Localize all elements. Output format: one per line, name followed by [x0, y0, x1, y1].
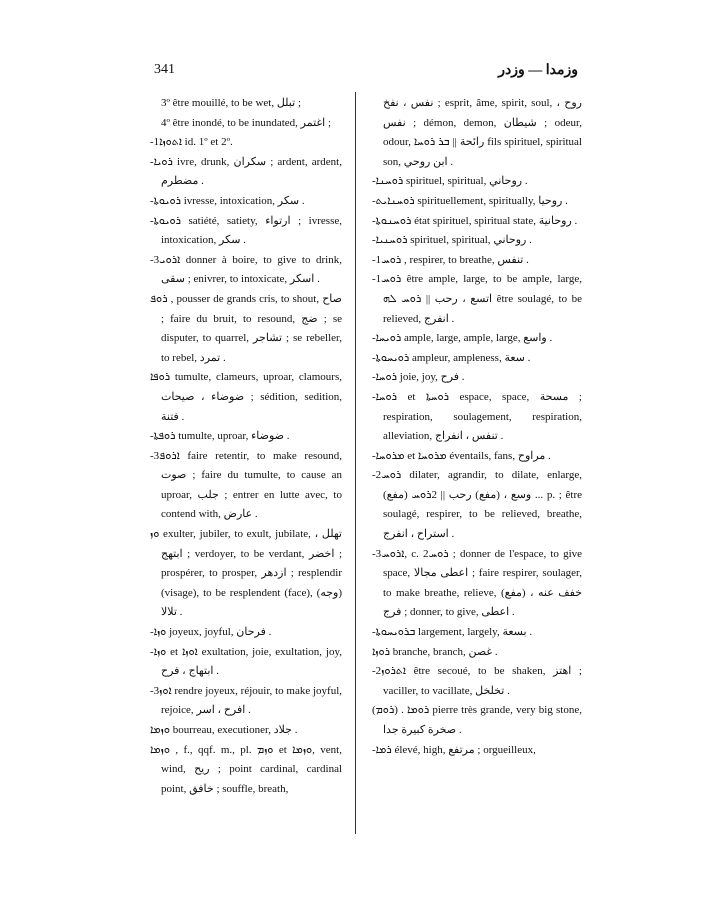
dictionary-entry: -ܘܙܐ et ܐܘܙܐ exultation, joie, exultation, joy, ابتهاج ، فرح .: [150, 645, 342, 678]
page-number: 341: [154, 62, 175, 77]
dictionary-entry: -ܪܘܚܐ et ܪܘܚܬܐ espace, space, مسحة ; respiration, soulagement, respiration, alleviation, تنفس ، انفراج .: [372, 390, 582, 443]
dictionary-entry: -ܪܘܚܢܝܐ spirituel, spiritual, روحاني .: [372, 234, 532, 247]
dictionary-entry: -3ܐܘܙ rendre joyeux, réjouir, to make joyful, rejoice, افرح ، اسر .: [150, 684, 342, 717]
dictionary-entry: -3ܐܪܘܦ faire retentir, to make resound, صوت ; faire du tumulte, to cause an uproar, جلب ; entrer en lutte avec, to contend with, عارض .: [150, 449, 342, 521]
dictionary-entry: ܘܙܡܐ bourreau, executioner, جلاد .: [150, 724, 298, 736]
dictionary-entry: (ܪܘܡ) . ܪܘܡܐ pierre très grande, very big stone, صخرة كبيرة جدا .: [372, 704, 582, 736]
dictionary-entry: -ܪܘܝܚܘܬܐ ampleur, ampleness, سعة .: [372, 351, 531, 364]
dictionary-entry: -ܪܘܚܢܘܬܐ état spirituel, spiritual state, روحانية .: [372, 214, 578, 227]
dictionary-entry: 3º être mouillé, to be wet, تبلل ;: [161, 97, 301, 109]
dictionary-entry: ܪܘܦ , pousser de grands cris, to shout, صاح ; faire du bruit, to resound, ضج ; se disputer, to quarrel, تشاجر ; se rebeller, to rebel, تمرد .: [150, 292, 342, 364]
dictionary-entry: ܘܙ exulter, jubiler, to exult, jubilate, تهلل ، ابتهج ; verdoyer, to be verdant, اخضر ; prospérer, to prosper, ازدهر ; resplendir (visage), to be resplendent (face), (وجه) تلالا .: [150, 528, 342, 619]
column-divider: [355, 92, 356, 834]
dictionary-entry: -2ܐܬܪܘܙ être secoué, to be shaken, اهتز ; vaciller, to vacillate, تخلخل .: [372, 665, 582, 697]
running-head: وزمدا — وزدر: [498, 63, 578, 78]
right-column: [372, 94, 582, 760]
dictionary-entry: -ܪܘܚܢܐܝܬ spirituellement, spiritually, روحيا .: [372, 194, 568, 207]
dictionary-entry: -ܪܘܚܐ joie, joy, فرح .: [372, 371, 465, 384]
left-column: [150, 94, 342, 799]
dictionary-entry: -1ܐܬܘܙܐ id. 1º et 2º.: [150, 136, 233, 149]
dictionary-entry: نفس ، نفخ ; esprit, âme, spirit, soul, روح ، نفس ; démon, demon, شيطان ; odeur, odour, رائحة || ܒܪ ܪܘܚܐ fils spirituel, spiritual son, ابن روحي .: [383, 97, 582, 168]
dictionary-entry: -ܪܘܝܘܬܐ ivresse, intoxication, سكر .: [150, 194, 305, 207]
dictionary-entry: -ܘܙܐ joyeux, joyful, فرحان .: [150, 626, 272, 639]
dictionary-entry: -ܪܘܝܘܬܐ satiété, satiety, ارتواء ; ivresse, intoxication, سكر .: [150, 214, 342, 247]
page-header: [150, 62, 578, 86]
dictionary-entry: -1ܪܘܚ être ample, large, to be ample, large, اتسع ، رحب || ܪܘܚ ܠܗ être soulagé, to be relieved, انفرج .: [372, 273, 582, 325]
dictionary-entry: -ܡܪܘܚܐ et ܡܪܘܚܐ éventails, fans, مراوح .: [372, 449, 551, 462]
dictionary-entry: ܘܙܡܐ , f., qqf. m., pl. ܘܙܡ et ܘܙܡܐ, vent, wind, ريح ; point cardinal, cardinal point, خافق ; souffle, breath,: [150, 743, 343, 795]
dictionary-entry: -ܪܘܚܢܐ spirituel, spiritual, روحاني .: [372, 175, 528, 188]
dictionary-entry: ܪܘܙܐ branche, branch, غصن .: [372, 645, 498, 658]
dictionary-entry: -ܒܪܘܝܚܘܬܐ largement, largely, بسعة .: [372, 626, 533, 639]
dictionary-entry: -3ܐܪܘܝ donner à boire, to give to drink, سقى ; enivrer, to intoxicate, اسكر .: [150, 253, 342, 286]
dictionary-entry: -ܪܘܝܚܐ ample, large, ample, large, واسع .: [372, 332, 553, 345]
dictionary-entry: ܪܘܦܐ tumulte, clameurs, uproar, clamours, ضوضاء ، صيحات ; sédition, sedition, فتنة .: [150, 371, 342, 423]
dictionary-entry: -3ܐܪܘܚ, c. 2ܪܘܚ ; donner de l'espace, to give space, اعطى مجالا ; faire respirer, soulager, to make breathe, relieve, خفف عنه ، (مفع) فرج ; donner, to give, اعطى .: [372, 547, 583, 619]
dictionary-entry: -ܪܘܝܐ ivre, drunk, سكران ; ardent, ardent, مضطرم .: [150, 155, 342, 188]
dictionary-entry: -ܪܡܐ élevé, high, مرتفع ; orgueilleux,: [372, 743, 536, 756]
dictionary-entry: -ܪܘܦܬܐ tumulte, uproar, ضوضاء .: [150, 430, 290, 443]
dictionary-entry: -1ܪܘܚ , respirer, to breathe, تنفس .: [372, 253, 529, 266]
dictionary-entry: 4º être inondé, to be inundated, اغتمر ;: [161, 116, 332, 129]
dictionary-entry: -2ܪܘܚ dilater, agrandir, to dilate, enlarge, (مفع) وسع ، (مفع) رحب || 2ܪܘܚ ... p. ; être soulagé, respirer, to be relieved, breathe, استراح ، انفرج .: [372, 469, 582, 541]
